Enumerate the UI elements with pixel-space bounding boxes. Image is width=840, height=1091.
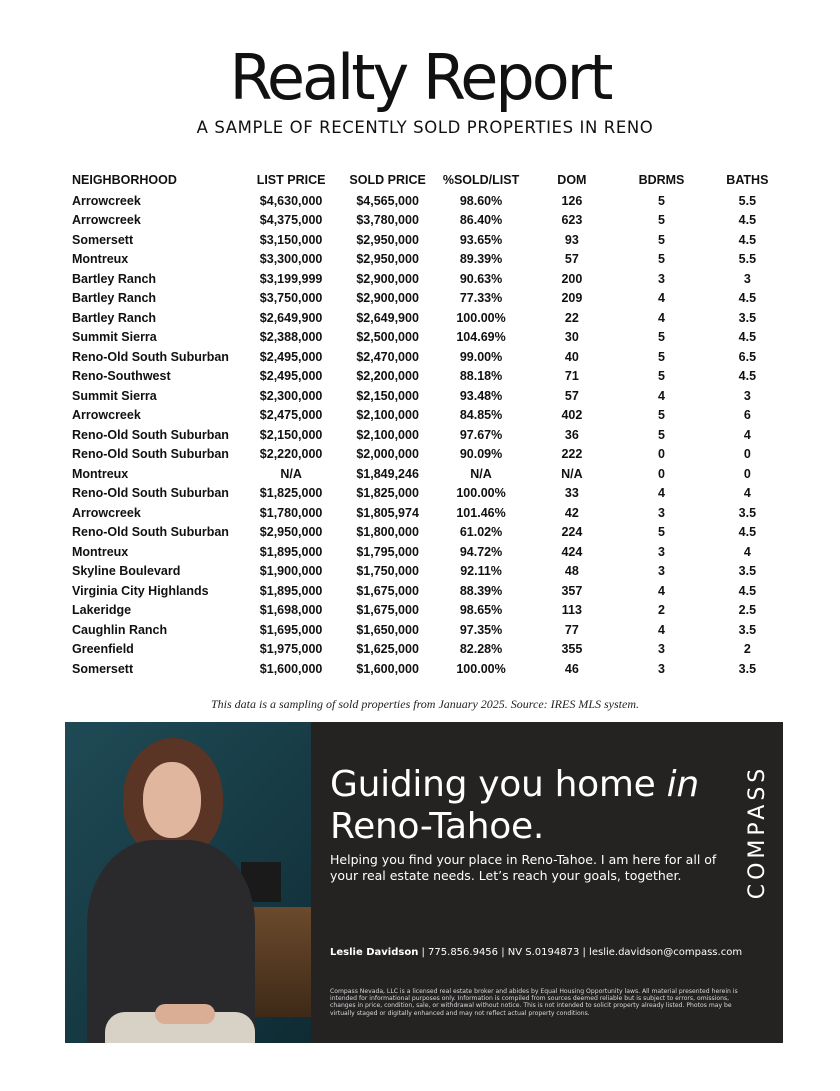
column-header-neighborhood: NEIGHBORHOOD [72,173,177,187]
ad-tagline: Helping you find your place in Reno-Tahoe. I am here for all of your real estate needs. Let’s reach your goals, together. [330,852,717,883]
cell-list: $2,150,000 [259,427,323,442]
table-row [68,328,788,348]
cell-neighborhood: Montreux [72,544,129,559]
cell-pct: 90.09% [459,447,503,462]
cell-pct: 104.69% [456,330,506,345]
table-row [68,250,788,270]
photo-hands [155,1004,215,1024]
cell-baths: 3.5 [738,505,757,520]
cell-sold: $2,950,000 [356,252,419,267]
table-row [68,425,788,445]
cell-sold: $1,625,000 [356,642,419,657]
cell-dom: 200 [561,271,583,286]
cell-baths: 3.5 [738,564,757,579]
table-row [68,464,788,484]
table-row [68,503,788,523]
cell-pct: 100.00% [456,486,506,501]
cell-neighborhood: Arrowcreek [72,213,141,228]
cell-list: $2,388,000 [259,330,323,345]
cell-list: $4,375,000 [259,213,323,228]
cell-dom: 48 [564,564,579,579]
cell-neighborhood: Reno-Old South Suburban [72,349,229,364]
column-header-sold-price: SOLD PRICE [349,173,426,187]
cell-dom: 77 [564,622,579,637]
cell-pct: 86.40% [459,213,503,228]
cell-list: $1,780,000 [259,505,323,520]
cell-bdrms: 4 [658,388,665,403]
cell-baths: 4.5 [738,369,757,384]
cell-pct: 89.39% [459,252,503,267]
cell-bdrms: 3 [658,642,665,657]
cell-baths: 4 [743,486,751,501]
cell-sold: $1,675,000 [356,603,419,618]
cell-baths: 4 [743,544,751,559]
cell-pct: 98.60% [459,193,503,208]
cell-bdrms: 3 [658,271,665,286]
cell-baths: 4.5 [738,525,757,540]
cell-bdrms: 5 [658,252,665,267]
cell-sold: $2,100,000 [356,408,419,423]
cell-list: $3,150,000 [259,232,323,247]
table-row [68,347,788,367]
cell-pct: 61.02% [459,525,503,540]
cell-list: $2,495,000 [259,349,323,364]
cell-list: $1,895,000 [259,583,323,598]
cell-dom: 30 [564,330,579,345]
cell-pct: 92.11% [460,564,502,579]
cell-pct: 84.85% [459,408,503,423]
cell-bdrms: 5 [658,193,665,208]
cell-dom: 33 [564,486,579,501]
table-row [68,484,788,504]
cell-list: $2,950,000 [259,525,323,540]
cell-list: $1,900,000 [259,564,323,579]
cell-neighborhood: Reno-Old South Suburban [72,447,229,462]
cell-bdrms: 5 [658,408,665,423]
cell-dom: 71 [564,369,579,384]
table-row [68,308,788,328]
cell-sold: $2,150,000 [356,388,419,403]
cell-dom: 40 [564,349,579,364]
cell-sold: $2,900,000 [356,271,419,286]
cell-neighborhood: Somersett [72,661,134,676]
cell-neighborhood: Bartley Ranch [72,271,157,286]
cell-baths: 0 [743,466,751,481]
cell-sold: $2,100,000 [356,427,419,442]
agent-photo [65,722,311,1043]
cell-pct: 88.18% [459,369,503,384]
cell-neighborhood: Caughlin Ranch [72,622,168,637]
table-row [68,269,788,289]
cell-dom: 113 [561,603,582,618]
cell-pct: N/A [470,466,492,481]
cell-list: $2,300,000 [259,388,323,403]
cell-dom: 46 [564,661,579,676]
cell-sold: $1,795,000 [356,544,419,559]
cell-neighborhood: Arrowcreek [72,193,141,208]
photo-face [143,762,201,838]
cell-bdrms: 5 [658,427,665,442]
page-subtitle: A SAMPLE OF RECENTLY SOLD PROPERTIES IN RENO [196,118,654,137]
cell-pct: 82.28% [459,642,503,657]
legal-disclaimer: Compass Nevada, LLC is a licensed real estate broker and abides by Equal Housing Opportunity laws. All material presented herein is intended for informational purposes only. Information is compiled from sources deemed reliable but is subject to errors, omissions, changes in price, condition, sale, or withdrawal without notice. This is not intended to solicit property already listed. Photos may be virtually staged or digitally enhanced and may not reflect actual property conditions. [330,988,738,1017]
cell-bdrms: 5 [658,369,665,384]
cell-pct: 90.63% [459,271,503,286]
cell-neighborhood: Arrowcreek [72,408,141,423]
table-row [68,445,788,465]
cell-bdrms: 4 [658,486,665,501]
cell-bdrms: 4 [658,583,665,598]
cell-baths: 5.5 [738,252,757,267]
table-row [68,211,788,231]
cell-pct: 94.72% [459,544,503,559]
cell-sold: $4,565,000 [356,193,419,208]
table-row [68,581,788,601]
cell-dom: 93 [564,232,579,247]
cell-baths: 3 [743,388,751,403]
cell-baths: 3.5 [738,661,757,676]
cell-bdrms: 4 [658,622,665,637]
table-row [68,659,788,679]
table-row [68,406,788,426]
cell-dom: 355 [561,642,583,657]
cell-dom: 126 [561,193,583,208]
cell-neighborhood: Reno-Old South Suburban [72,427,229,442]
cell-pct: 101.46% [456,505,506,520]
agent-contact-details: | 775.856.9456 | NV S.0194873 | leslie.davidson@compass.com [418,947,743,958]
agent-advertisement [65,722,783,1043]
cell-neighborhood: Reno-Southwest [72,369,171,384]
cell-list: $4,630,000 [259,193,323,208]
cell-list: $2,475,000 [259,408,323,423]
cell-bdrms: 3 [658,564,665,579]
cell-sold: $1,600,000 [356,661,419,676]
cell-baths: 4.5 [738,330,757,345]
cell-neighborhood: Skyline Boulevard [72,564,181,579]
cell-pct: 88.39% [459,583,503,598]
cell-neighborhood: Summit Sierra [72,388,157,403]
cell-neighborhood: Montreux [72,466,129,481]
cell-baths: 3.5 [738,310,757,325]
cell-list: $3,750,000 [259,291,323,306]
column-header-baths: BATHS [726,173,769,187]
table-header-row [68,169,788,191]
data-source-footnote: This data is a sampling of sold properties from January 2025. Source: IRES MLS system. [211,697,639,711]
cell-bdrms: 3 [658,505,665,520]
cell-baths: 3 [743,271,751,286]
cell-dom: 42 [564,505,579,520]
cell-list: $1,698,000 [259,603,323,618]
cell-bdrms: 5 [658,330,665,345]
cell-list: N/A [280,466,302,481]
cell-neighborhood: Greenfield [72,642,134,657]
cell-sold: $2,470,000 [356,349,419,364]
cell-dom: 222 [561,447,583,462]
cell-baths: 3.5 [738,622,757,637]
cell-baths: 6 [743,408,751,423]
cell-sold: $1,650,000 [356,622,419,637]
cell-baths: 5.5 [738,193,757,208]
cell-neighborhood: Bartley Ranch [72,310,157,325]
cell-sold: $1,849,246 [356,466,419,481]
cell-baths: 6.5 [738,349,757,364]
table-row [68,367,788,387]
cell-dom: 22 [564,310,579,325]
cell-sold: $1,825,000 [356,486,419,501]
cell-neighborhood: Somersett [72,232,134,247]
cell-sold: $2,900,000 [356,291,419,306]
cell-bdrms: 5 [658,232,665,247]
cell-neighborhood: Bartley Ranch [72,291,157,306]
headline-text: Guiding you home [330,764,667,805]
agent-name: Leslie Davidson [330,947,419,958]
cell-baths: 2.5 [738,603,757,618]
cell-baths: 2 [743,642,751,657]
cell-list: $1,825,000 [259,486,323,501]
cell-pct: 97.35% [459,622,503,637]
column-header-sold-list: %SOLD/LIST [442,173,520,187]
cell-bdrms: 4 [658,310,665,325]
column-header-bdrms: BDRMS [638,173,685,187]
cell-neighborhood: Reno-Old South Suburban [72,525,229,540]
cell-sold: $1,675,000 [356,583,419,598]
cell-pct: 97.67% [459,427,503,442]
cell-bdrms: 5 [658,349,665,364]
cell-sold: $2,200,000 [356,369,419,384]
cell-bdrms: 3 [658,544,665,559]
cell-pct: 93.65% [459,232,503,247]
table-row [68,620,788,640]
cell-dom: 402 [561,408,583,423]
sold-properties-table [68,169,788,679]
cell-neighborhood: Arrowcreek [72,505,141,520]
cell-pct: 99.00% [459,349,503,364]
cell-pct: 100.00% [456,310,506,325]
cell-baths: 4.5 [738,213,757,228]
cell-baths: 4 [743,427,751,442]
table-row [68,523,788,543]
cell-sold: $1,750,000 [356,564,419,579]
cell-bdrms: 0 [658,466,665,481]
cell-dom: 209 [561,291,583,306]
cell-bdrms: 4 [658,291,665,306]
table-row [68,601,788,621]
headline-emphasis: in [666,764,699,805]
cell-sold: $2,950,000 [356,232,419,247]
cell-neighborhood: Virginia City Highlands [72,583,209,598]
cell-list: $2,649,900 [259,310,323,325]
table-row [68,640,788,660]
cell-pct: 98.65% [459,603,503,618]
cell-neighborhood: Reno-Old South Suburban [72,486,229,501]
agent-contact [330,947,750,958]
table-row [68,562,788,582]
cell-dom: 357 [561,583,583,598]
cell-sold: $1,805,974 [356,505,419,520]
cell-baths: 4.5 [738,583,757,598]
cell-bdrms: 3 [658,661,665,676]
cell-list: $3,300,000 [259,252,323,267]
table-row [68,386,788,406]
cell-sold: $3,780,000 [356,213,419,228]
cell-dom: 224 [561,525,583,540]
cell-list: $3,199,999 [259,271,323,286]
table-body [68,191,788,679]
cell-bdrms: 0 [658,447,665,462]
cell-dom: N/A [561,466,583,481]
column-header-dom: DOM [557,173,587,187]
cell-sold: $2,000,000 [356,447,419,462]
cell-pct: 100.00% [456,661,506,676]
table-row [68,230,788,250]
headline-location: Reno-Tahoe. [330,806,544,847]
table-row [68,289,788,309]
cell-neighborhood: Summit Sierra [72,330,157,345]
table-row [68,191,788,211]
cell-dom: 57 [564,388,579,403]
cell-sold: $2,649,900 [356,310,419,325]
cell-neighborhood: Lakeridge [72,603,132,618]
cell-baths: 4.5 [738,232,757,247]
cell-bdrms: 2 [658,603,665,618]
cell-list: $2,495,000 [259,369,323,384]
cell-baths: 4.5 [738,291,757,306]
cell-list: $1,975,000 [259,642,323,657]
cell-sold: $2,500,000 [356,330,419,345]
cell-sold: $1,800,000 [356,525,419,540]
cell-dom: 623 [561,213,583,228]
compass-logo: COMPASS [745,764,770,900]
cell-dom: 36 [564,427,579,442]
cell-list: $1,695,000 [259,622,323,637]
cell-bdrms: 5 [658,213,665,228]
ad-headline [330,764,750,848]
cell-list: $1,895,000 [259,544,323,559]
cell-list: $2,220,000 [259,447,323,462]
page-title: Realty Report [229,41,611,114]
cell-baths: 0 [743,447,751,462]
cell-dom: 424 [561,544,583,559]
cell-dom: 57 [564,252,579,267]
cell-list: $1,600,000 [259,661,323,676]
cell-neighborhood: Montreux [72,252,129,267]
cell-pct: 77.33% [459,291,503,306]
cell-pct: 93.48% [459,388,503,403]
cell-bdrms: 5 [658,525,665,540]
column-header-list-price: LIST PRICE [256,173,326,187]
table-row [68,542,788,562]
